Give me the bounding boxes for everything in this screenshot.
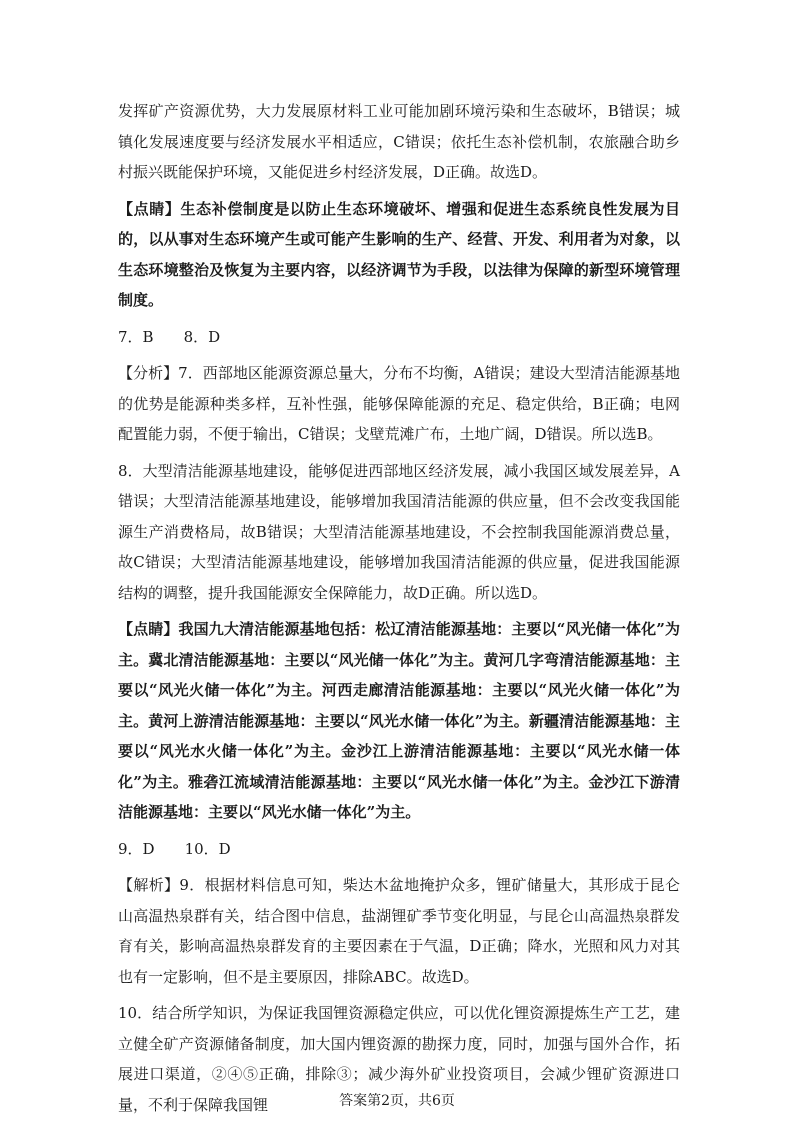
page-content [118,96,680,1120]
paragraph-tip-ecological-compensation: 【点睛】生态补偿制度是以防止生态环境破坏、增强和促进生态系统良性发展为目的，以从事对生态环境产生或可能产生影响的生产、经营、开发、利用者为对象，以生态环境整治及恢复为主要内容，以经济调节为手段，以法律为保障的新型环境管理制度。 [118,199,680,309]
paragraph-analysis-q8: 8．大型清洁能源基地建设，能够促进西部地区经济发展，减小我国区域发展差异，A错误；大型清洁能源基地建设，能够增加我国清洁能源的供应量，但不会改变我国能源生产消费格局，故B错误；大型清洁能源基地建设，不会控制我国能源消费总量，故C错误；大型清洁能源基地建设，能够增加我国清洁能源的供应量，促进我国能源结构的调整，提升我国能源安全保障能力，故D正确。所以选D。 [118,461,680,602]
paragraph-explanation-q9: 【解析】9．根据材料信息可知，柴达木盆地掩护众多，锂矿储量大，其形成于昆仑山高温热泉群有关，结合图中信息，盐湖锂矿季节变化明显，与昆仑山高温热泉群发育有关，影响高温热泉群发育的主要因素在于气温，D正确；降水，光照和风力对其也有一定影响，但不是主要原因，排除ABC。故选D。 [118,876,680,986]
page-footer: 答案第2页，共6页 [339,1093,455,1109]
paragraph-analysis-q7: 【分析】7．西部地区能源资源总量大，分布不均衡，A错误；建设大型清洁能源基地的优势是能源种类多样，互补性强，能够保障能源的充足、稳定供给，B正确；电网配置能力弱，不便于输出，C错误；戈壁荒滩广布，土地广阔，D错误。所以选B。 [118,364,680,443]
paragraph-q6-continuation: 发挥矿产资源优势，大力发展原材料工业可能加剧环境污染和生态破坏，B错误；城镇化发展速度要与经济发展水平相适应，C错误；依托生态补偿机制，农旅融合助乡村振兴既能保护环境，又能促进乡村经济发展，D正确。故选D。 [118,102,680,181]
paragraph-explanation-q10: 10．结合所学知识，为保证我国锂资源稳定供应，可以优化锂资源提炼生产工艺，建立健全矿产资源储备制度，加大国内锂资源的勘探力度，同时，加强与国外合作，拓展进口渠道，②④⑤正确，排除③；减少海外矿业投资项目，会减少锂矿资源进口量，不利于保障我国锂 [118,1004,680,1114]
answers-9-10: 9．D 10．D [118,839,231,858]
paragraph-tip-clean-energy-bases: 【点睛】我国九大清洁能源基地包括：松辽清洁能源基地：主要以“风光储一体化”为主。冀北清洁能源基地：主要以“风光储一体化”为主。黄河几字弯清洁能源基地：主要以“风光火储一体化”为主。河西走廊清洁能源基地：主要以“风光火储一体化”为主。黄河上游清洁能源基地：主要以“风光水储一体化”为主。新疆清洁能源基地：主要以“风光水火储一体化”为主。金沙江上游清洁能源基地：主要以“风光水储一体化”为主。雅砻江流域清洁能源基地：主要以“风光水储一体化”为主。金沙江下游清洁能源基地：主要以“风光水储一体化”为主。 [118,620,680,821]
answers-7-8: 7．B 8．D [118,327,221,346]
